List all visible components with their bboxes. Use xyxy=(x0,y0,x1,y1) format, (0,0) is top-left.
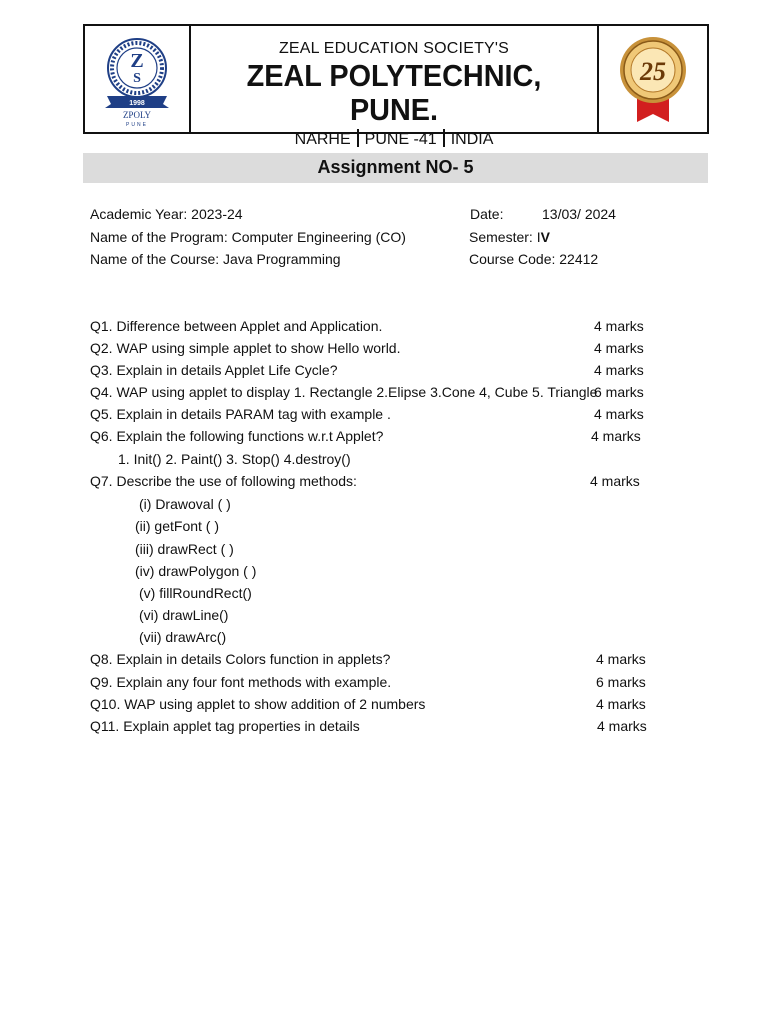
course-code: Course Code: 22412 xyxy=(469,251,599,267)
question-marks: 4 marks xyxy=(596,696,646,712)
question-marks: 4 marks xyxy=(594,340,644,356)
question-text: Q5. Explain in details PARAM tag with example . xyxy=(90,406,391,422)
society-name: ZEAL EDUCATION SOCIETY'S xyxy=(278,40,510,57)
q7-method-item: (vi) drawLine() xyxy=(139,607,229,623)
question-text: Q4. WAP using applet to display 1. Rectangle 2.Elipse 3.Cone 4, Cube 5. Triangle xyxy=(90,384,598,400)
address-city: PUNE -41 xyxy=(364,131,437,148)
question-text: Q3. Explain in details Applet Life Cycle? xyxy=(90,362,338,378)
q7-method-item: (iii) drawRect ( ) xyxy=(135,541,234,557)
right-logo-cell xyxy=(597,26,707,132)
program-name: Name of the Program: Computer Engineering (CO) xyxy=(90,229,406,245)
question-text: Q2. WAP using simple applet to show Hello world. xyxy=(90,340,401,356)
address-divider xyxy=(357,129,359,147)
svg-text:S: S xyxy=(133,71,141,86)
svg-text:ZPOLY: ZPOLY xyxy=(122,110,152,120)
college-name: ZEAL POLYTECHNIC, PUNE. xyxy=(246,58,542,127)
svg-text:PUNE: PUNE xyxy=(126,122,148,128)
question-marks: 6 marks xyxy=(596,674,646,690)
college-address xyxy=(191,129,597,149)
q7-method-item: (iv) drawPolygon ( ) xyxy=(135,563,257,579)
course-name: Name of the Course: Java Programming xyxy=(90,251,341,267)
q7-method-item: (ii) getFont ( ) xyxy=(135,518,220,534)
q7-method-item: (vii) drawArc() xyxy=(139,629,227,645)
semester xyxy=(469,229,550,245)
question-text: Q9. Explain any four font methods with example. xyxy=(90,674,392,690)
question-text: Q10. WAP using applet to show addition of 2 numbers xyxy=(90,696,426,712)
question-text: Q11. Explain applet tag properties in details xyxy=(90,718,360,734)
question-marks: 4 marks xyxy=(591,428,641,444)
address-area: NARHE xyxy=(294,131,351,148)
left-logo-cell xyxy=(85,26,191,132)
semester-value: V xyxy=(540,229,550,245)
question-marks: 4 marks xyxy=(594,318,644,334)
assignment-title: Assignment NO- 5 xyxy=(83,153,708,183)
q7-method-item: (v) fillRoundRect() xyxy=(139,585,252,601)
institution-header xyxy=(83,24,709,148)
svg-text:Z: Z xyxy=(130,50,144,72)
question-marks: 4 marks xyxy=(594,406,644,422)
academic-year: Academic Year: 2023-24 xyxy=(90,206,243,222)
question-marks: 4 marks xyxy=(596,651,646,667)
address-country: INDIA xyxy=(450,131,494,148)
q6-function-list: 1. Init() 2. Paint() 3. Stop() 4.destroy() xyxy=(118,451,351,467)
header-text xyxy=(191,26,597,148)
question-text: Q7. Describe the use of following methods: xyxy=(90,473,357,489)
semester-label: Semester: I xyxy=(469,229,541,245)
question-text: Q6. Explain the following functions w.r.t Applet? xyxy=(90,428,384,444)
q7-method-item: (i) Drawoval ( ) xyxy=(139,496,231,512)
date-value: 13/03/ 2024 xyxy=(542,206,616,222)
zeal-logo-icon xyxy=(85,26,189,132)
anniversary-badge-icon xyxy=(599,26,707,132)
question-text: Q1. Difference between Applet and Application. xyxy=(90,318,383,334)
question-marks: 4 marks xyxy=(597,718,647,734)
date-label: Date: xyxy=(470,206,504,222)
address-divider xyxy=(443,129,445,147)
question-marks: 6 marks xyxy=(594,384,644,400)
question-text: Q8. Explain in details Colors function in applets? xyxy=(90,651,391,667)
question-marks: 4 marks xyxy=(594,362,644,378)
question-marks: 4 marks xyxy=(590,473,640,489)
svg-text:1998: 1998 xyxy=(129,100,145,107)
svg-text:25: 25 xyxy=(640,57,666,86)
